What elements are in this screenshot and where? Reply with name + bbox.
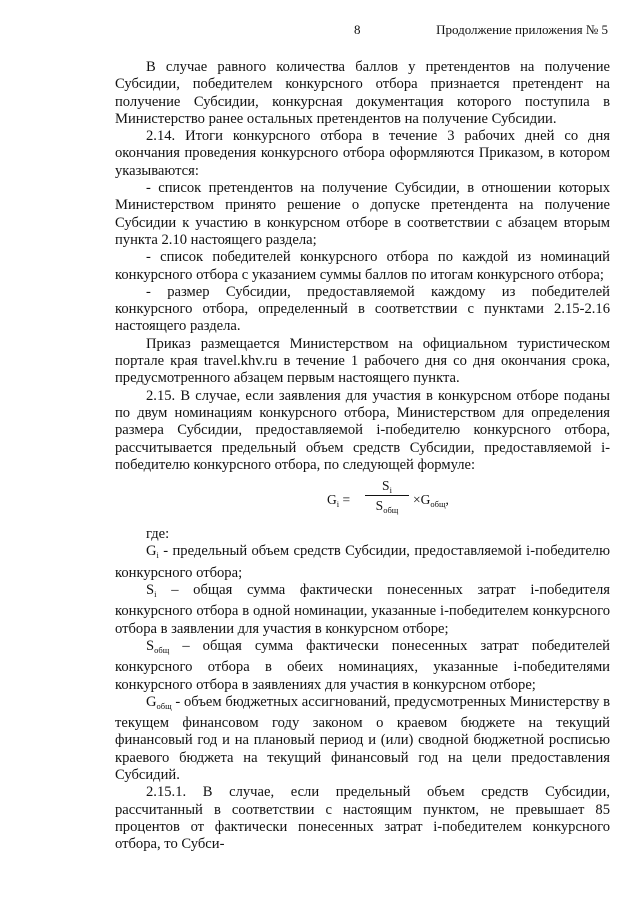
paragraph-2-15-1: 2.15.1. В случае, если предельный объем средств Субсидии, рассчитанный в соответствии с настоящим пунктом, не превышает 85 процентов от фактически понесенных затрат i-победителем конкурсного отбора, то Субси- [115,784,610,853]
paragraph-equal-score: В случае равного количества баллов у претендентов на получение Субсидии, победителем конкурсного отбора признается претендент на получение Субсидии, конкурсная документация которого поступила в Министерство ранее остальных претендентов на получение Субсидии. [115,59,610,127]
fraction-denominator: $S_{общ}$ [375,498,399,516]
document-body [115,59,610,853]
definition-g-total: $G_{общ}$ - объем бюджетных ассигнований, предусмотренных Министерству в текущем финансовом году законом о краевом бюджете на текущий финансовый год и на плановый период и (или) сводной бюджетной росписью краевого бюджета на текущий финансовый год на цели предоставления Субсидий. [115,693,610,783]
definition-term: $S_{общ}$ [146,637,170,655]
page-header [0,22,640,40]
formula-block [115,477,610,523]
definition-term: $S_i$ [146,582,157,600]
definition-si: $S_i$ – общая сумма фактически понесенных затрат i-победителя конкурсного отбора в одной номинации, указанные i-победителем конкурсного отбора в заявлении для участия в конкурсном отборе; [115,582,610,637]
list-item-applicants: - список претендентов на получение Субсидии, в отношении которых Министерством принято решение о допуске претендента на получение Субсидии к участию в конкурсном отборе в соответствии с абзацем вторым пункта 2.10 настоящего раздела; [115,180,610,248]
definition-term: $G_{общ}$ [146,693,172,711]
definition-s-total: $S_{общ}$ – общая сумма фактически понесенных затрат победителей конкурсного отбора в обеих номинациях, указанные i-победителями конкурсного отбора в заявлениях для участия в конкурсном отборе; [115,637,610,693]
formula-rhs: $\times G_{общ}$, [413,492,449,510]
definition-term: $G_i$ [146,543,159,561]
list-item-winners: - список победителей конкурсного отбора по каждой из номинаций конкурсного отбора с указанием суммы баллов по итогам конкурсного отбора; [115,249,610,283]
formula-lhs: $G_i$ = [327,492,351,510]
definition-gi: $G_i$ - предельный объем средств Субсидии, предоставляемой i-победителю конкурсного отбора; [115,543,610,581]
paragraph-order-publication: Приказ размещается Министерством на официальном туристическом портале края travel.khv.ru в течение 1 рабочего дня со дня окончания срока, предусмотренного абзацем первым настоящего пункта. [115,335,610,387]
fraction-numerator: $S_i$ [365,477,409,496]
paragraph-2-15: 2.15. В случае, если заявления для участия в конкурсном отборе поданы по двум номинациям конкурсного отбора, Министерством для определения размера Субсидии, предоставляемой i-победителю конкурсного отбора, рассчитывается предельный объем средств Субсидии, предоставляемой i-победителю конкурсного отбора, по следующей формуле: [115,387,610,473]
list-item-subsidy-size: - размер Субсидии, предоставляемой каждому из победителей конкурсного отбора, определенный в соответствии с пунктами 2.15-2.16 настоящего раздела. [115,283,610,335]
formula-fraction [365,477,409,514]
page-number: 8 [354,22,361,37]
appendix-continuation-label: Продолжение приложения № 5 [436,22,608,37]
paragraph-2-14: 2.14. Итоги конкурсного отбора в течение 3 рабочих дней со дня окончания проведения конкурсного отбора оформляются Приказом, в котором указываются: [115,128,610,179]
where-label: где: [146,526,170,543]
